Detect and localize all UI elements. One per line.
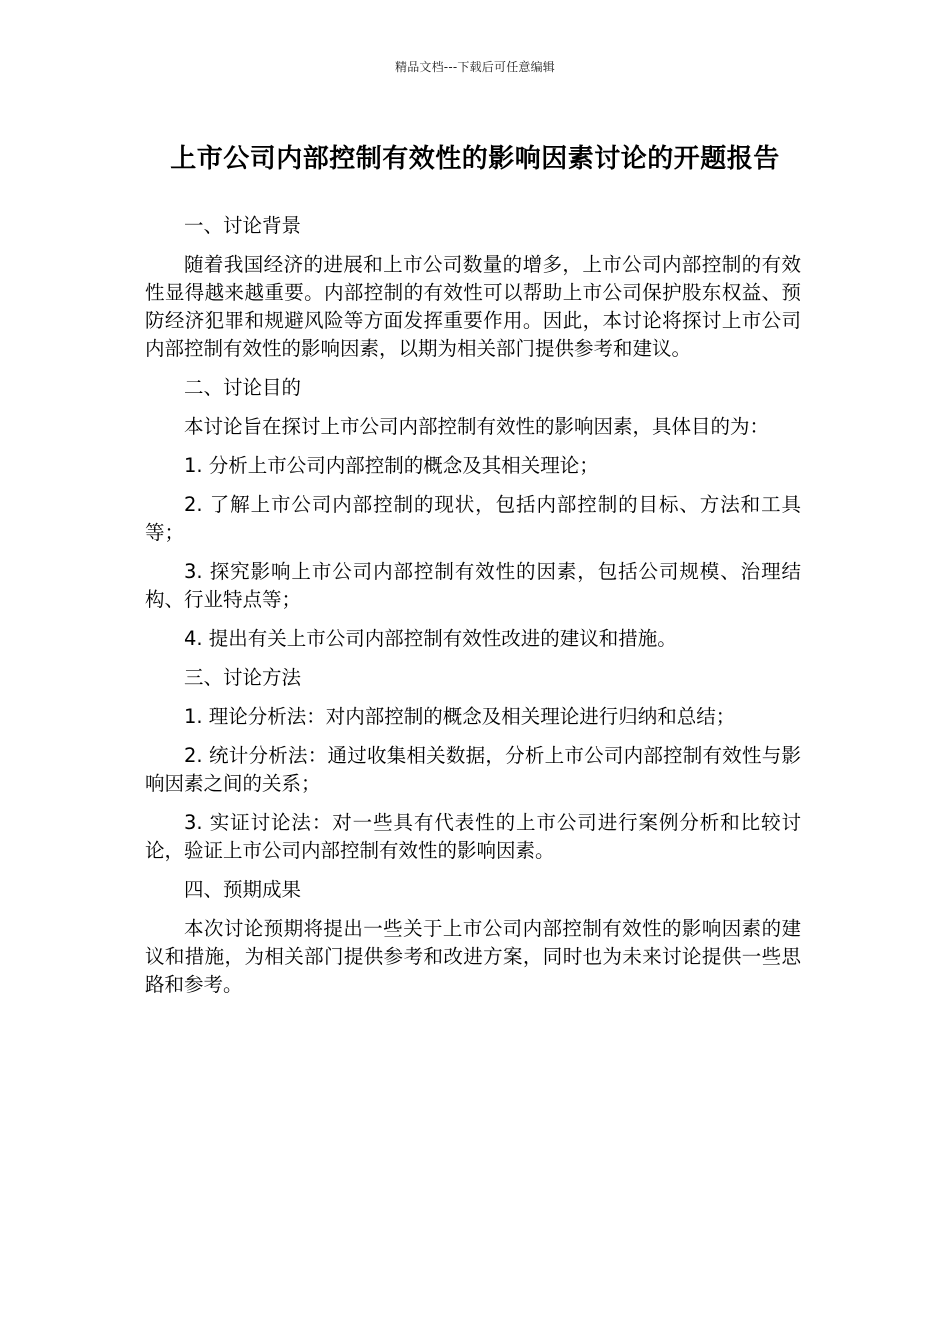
paragraph-outcome: 本次讨论预期将提出一些关于上市公司内部控制有效性的影响因素的建议和措施，为相关部门提供参考和改进方案，同时也为未来讨论提供一些思路和参考。 (145, 917, 801, 996)
page-header: 精品文档---下载后可任意编辑 (395, 60, 555, 74)
section-heading-background: 一、讨论背景 (184, 214, 302, 237)
document-title: 上市公司内部控制有效性的影响因素讨论的开题报告 (170, 144, 780, 174)
paragraph-purpose-intro: 本讨论旨在探讨上市公司内部控制有效性的影响因素，具体目的为： (184, 415, 770, 438)
list-item-method-1: 1. 理论分析法：对内部控制的概念及相关理论进行归纳和总结； (184, 705, 736, 728)
paragraph-background: 随着我国经济的进展和上市公司数量的增多，上市公司内部控制的有效性显得越来越重要。内部控制的有效性可以帮助上市公司保护股东权益、预防经济犯罪和规避风险等方面发挥重要作用。因此，本讨论将探讨上市公司内部控制有效性的影响因素，以期为相关部门提供参考和建议。 (145, 253, 801, 360)
list-item-purpose-1: 1. 分析上市公司内部控制的概念及其相关理论； (184, 454, 599, 477)
section-heading-outcome: 四、预期成果 (184, 878, 302, 901)
section-heading-purpose: 二、讨论目的 (184, 376, 302, 399)
section-heading-method: 三、讨论方法 (184, 666, 302, 689)
list-item-purpose-3: 3. 探究影响上市公司内部控制有效性的因素，包括公司规模、治理结构、行业特点等； (145, 560, 801, 611)
document-body (145, 212, 801, 1010)
list-item-purpose-4: 4. 提出有关上市公司内部控制有效性改进的建议和措施。 (184, 627, 677, 650)
list-item-purpose-2: 2. 了解上市公司内部控制的现状，包括内部控制的目标、方法和工具等； (145, 493, 801, 544)
list-item-method-2: 2. 统计分析法：通过收集相关数据，分析上市公司内部控制有效性与影响因素之间的关系； (145, 744, 801, 795)
list-item-method-3: 3. 实证讨论法：对一些具有代表性的上市公司进行案例分析和比较讨论，验证上市公司内部控制有效性的影响因素。 (145, 811, 801, 862)
